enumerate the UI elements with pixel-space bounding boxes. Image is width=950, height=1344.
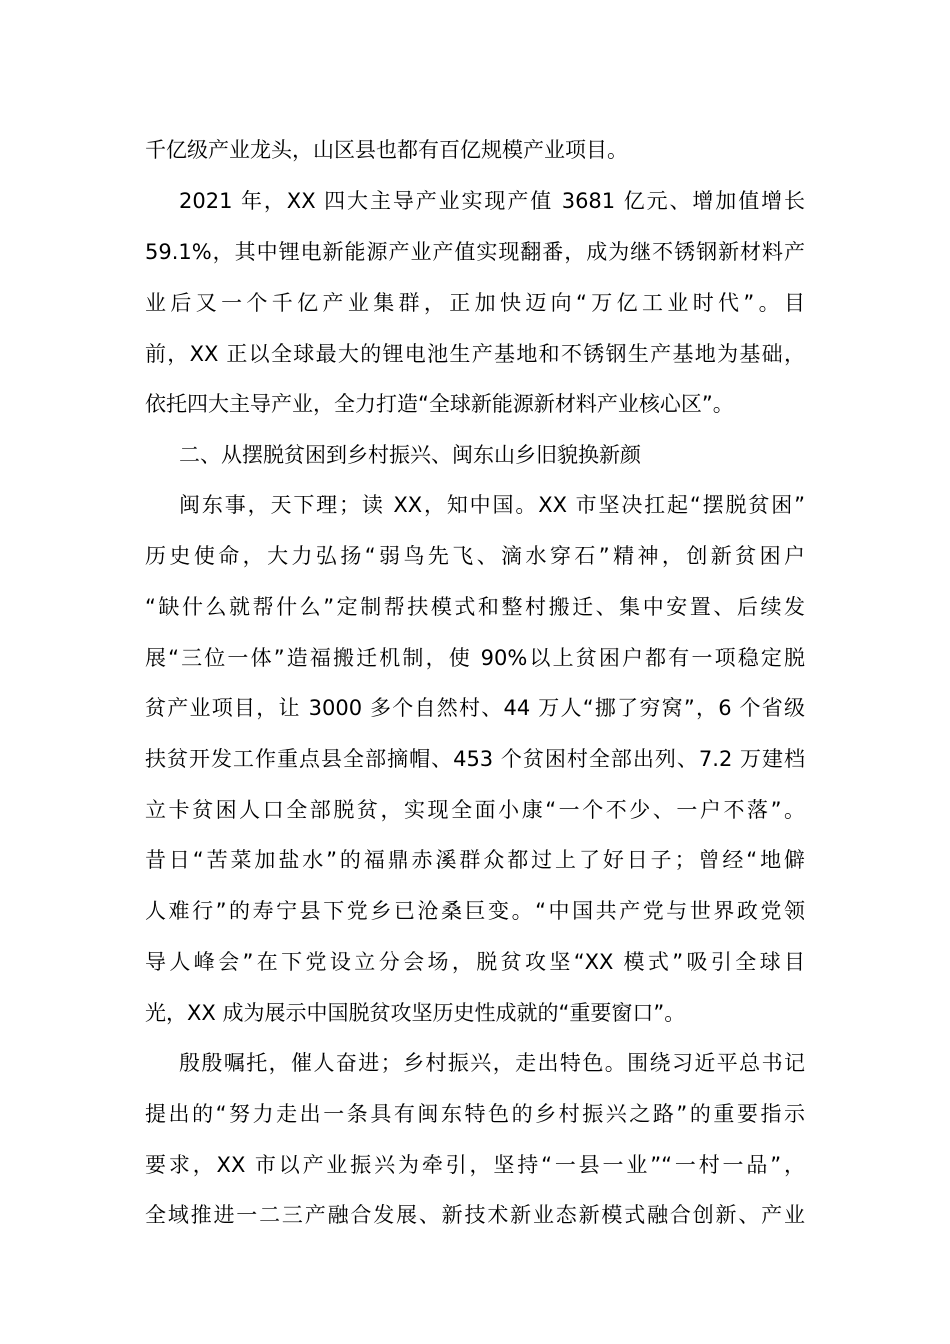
- text-line: 扶贫开发工作重点县全部摘帽、453 个贫困村全部出列、7.2 万建档: [145, 747, 805, 771]
- text-line: 提出的“努力走出一条具有闽东特色的乡村振兴之路”的重要指示: [145, 1102, 805, 1126]
- text-line: 全域推进一二三产融合发展、新技术新业态新模式融合创新、产业: [145, 1203, 805, 1227]
- text-line: 2021 年，XX 四大主导产业实现产值 3681 亿元、增加值增长: [179, 189, 805, 213]
- text-line: 导人峰会”在下党设立分会场，脱贫攻坚“XX 模式”吸引全球目: [145, 950, 805, 974]
- section-heading: 二、从摆脱贫困到乡村振兴、闽东山乡旧貌换新颜: [179, 443, 641, 467]
- text-line: “缺什么就帮什么”定制帮扶模式和整村搬迁、集中安置、后续发: [145, 595, 805, 619]
- text-line: 贫产业项目，让 3000 多个自然村、44 万人“挪了穷窝”，6 个省级: [145, 696, 805, 720]
- text-line: 千亿级产业龙头，山区县也都有百亿规模产业项目。: [145, 138, 628, 162]
- text-line: 展“三位一体”造福搬迁机制，使 90%以上贫困户都有一项稳定脱: [145, 646, 805, 670]
- text-line: 殷殷嘱托，催人奋进；乡村振兴，走出特色。围绕习近平总书记: [179, 1051, 805, 1075]
- text-line: 历史使命，大力弘扬“弱鸟先飞、滴水穿石”精神，创新贫困户: [145, 544, 805, 568]
- text-line: 业后又一个千亿产业集群，正加快迈向“万亿工业时代”。目: [145, 291, 805, 315]
- text-line: 依托四大主导产业，全力打造“全球新能源新材料产业核心区”。: [145, 392, 734, 416]
- text-line: 昔日“苦菜加盐水”的福鼎赤溪群众都过上了好日子；曾经“地僻: [145, 848, 805, 872]
- text-line: 59.1%，其中锂电新能源产业产值实现翻番，成为继不锈钢新材料产: [145, 240, 805, 264]
- text-line: 要求，XX 市以产业振兴为牵引，坚持“一县一业”“一村一品”，: [145, 1153, 805, 1177]
- text-line: 立卡贫困人口全部脱贫，实现全面小康“一个不少、一户不落”。: [145, 798, 805, 822]
- text-line: 人难行”的寿宁县下党乡已沧桑巨变。“中国共产党与世界政党领: [145, 899, 805, 923]
- text-line: 光，XX 成为展示中国脱贫攻坚历史性成就的“重要窗口”。: [145, 1001, 686, 1025]
- text-line: 前，XX 正以全球最大的锂电池生产基地和不锈钢生产基地为基础，: [145, 342, 805, 366]
- text-line: 闽东事，天下理；读 XX，知中国。XX 市坚决扛起“摆脱贫困”: [179, 493, 805, 517]
